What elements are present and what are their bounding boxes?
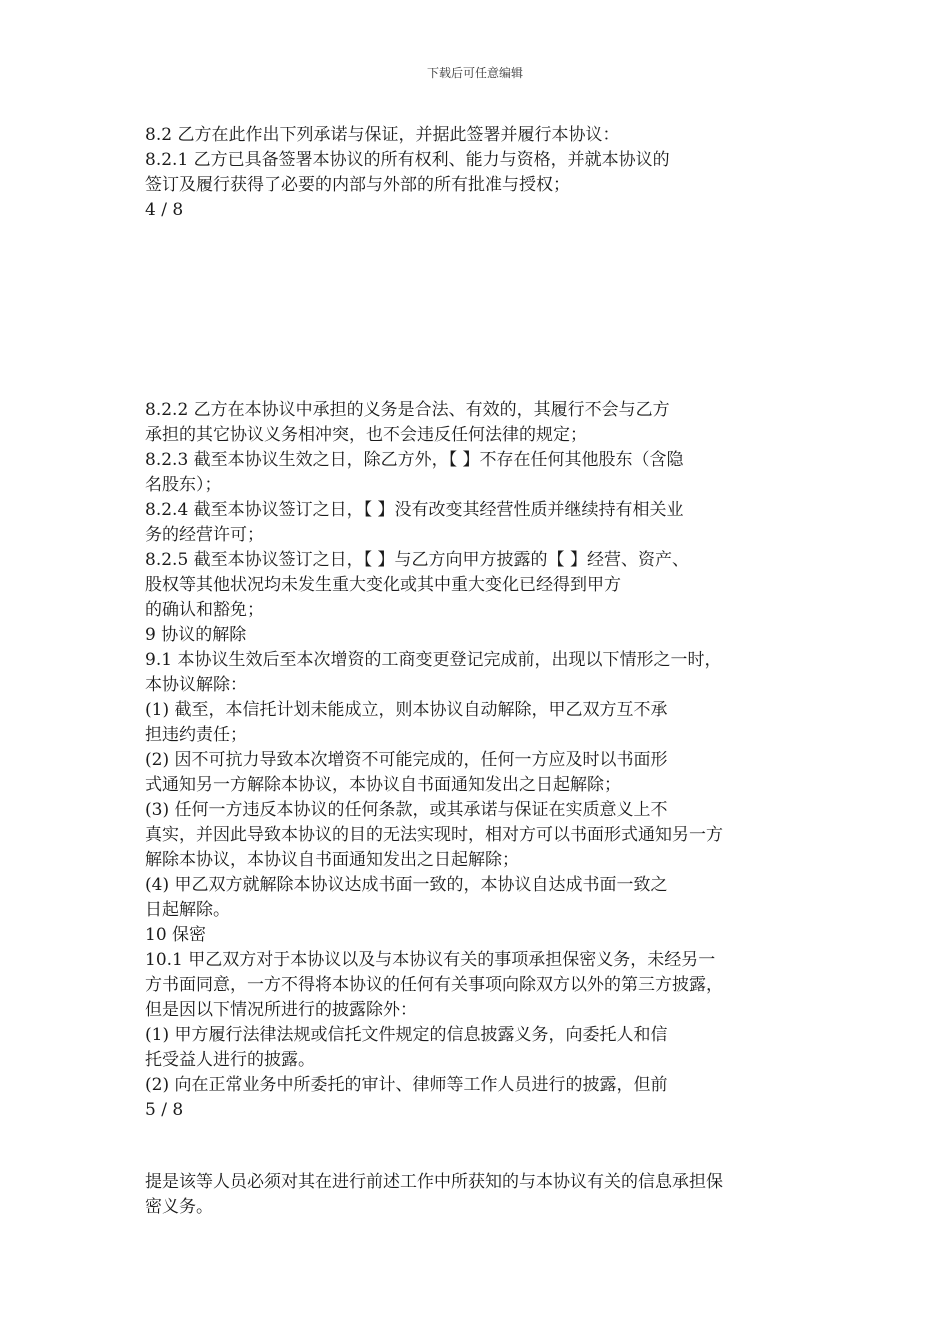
text-line: 8.2.4 截至本协议签订之日，【 】没有改变其经营性质并继续持有相关业 <box>145 500 684 520</box>
text-line: 8.2.1 乙方已具备签署本协议的所有权利、能力与资格，并就本协议的 <box>145 150 670 170</box>
text-line: 股权等其他状况均未发生重大变化或其中重大变化已经得到甲方 <box>145 575 621 595</box>
text-line: (2) 向在正常业务中所委托的审计、律师等工作人员进行的披露，但前 <box>145 1075 668 1095</box>
text-line: 9.1 本协议生效后至本次增资的工商变更登记完成前，出现以下情形之一时， <box>145 650 722 670</box>
text-line: 托受益人进行的披露。 <box>145 1050 315 1070</box>
page-number: 4 / 8 <box>145 200 184 220</box>
text-line: 承担的其它协议义务相冲突，也不会违反任何法律的规定； <box>145 425 587 445</box>
page-header: 下载后可任意编辑 <box>426 66 523 80</box>
text-line: 10 保密 <box>145 925 207 945</box>
text-line: 日起解除。 <box>145 900 230 920</box>
text-line: (3) 任何一方违反本协议的任何条款，或其承诺与保证在实质意义上不 <box>145 800 668 820</box>
text-line: 方书面同意，一方不得将本协议的任何有关事项向除双方以外的第三方披露， <box>145 975 723 995</box>
text-line: 真实，并因此导致本协议的目的无法实现时，相对方可以书面形式通知另一方 <box>145 825 723 845</box>
text-line: (1) 截至，本信托计划未能成立，则本协议自动解除，甲乙双方互不承 <box>145 700 668 720</box>
text-line: 本协议解除： <box>145 675 247 695</box>
text-line: (1) 甲方履行法律法规或信托文件规定的信息披露义务，向委托人和信 <box>145 1025 668 1045</box>
text-line: (4) 甲乙双方就解除本协议达成书面一致的，本协议自达成书面一致之 <box>145 875 668 895</box>
text-line: 担违约责任； <box>145 725 247 745</box>
text-line: 8.2.2 乙方在本协议中承担的义务是合法、有效的，其履行不会与乙方 <box>145 400 670 420</box>
text-line: 8.2.3 截至本协议生效之日，除乙方外，【 】不存在任何其他股东（含隐 <box>145 450 684 470</box>
text-line: 签订及履行获得了必要的内部与外部的所有批准与授权； <box>145 175 570 195</box>
text-line: (2) 因不可抗力导致本次增资不可能完成的，任何一方应及时以书面形 <box>145 750 668 770</box>
text-line: 8.2.5 截至本协议签订之日，【 】与乙方向甲方披露的【 】经营、资产、 <box>145 550 689 570</box>
text-block-continuation <box>145 1170 845 1220</box>
text-line: 解除本协议，本协议自书面通知发出之日起解除； <box>145 850 519 870</box>
text-line: 9 协议的解除 <box>145 625 247 645</box>
text-line: 的确认和豁免； <box>145 600 264 620</box>
text-line: 但是因以下情况所进行的披露除外： <box>145 1000 417 1020</box>
text-block-clause-8-2-2-to-10 <box>145 398 845 1123</box>
text-line: 名股东）； <box>145 475 222 495</box>
text-line: 务的经营许可； <box>145 525 264 545</box>
text-line: 提是该等人员必须对其在进行前述工作中所获知的与本协议有关的信息承担保 <box>145 1172 723 1192</box>
text-line: 式通知另一方解除本协议，本协议自书面通知发出之日起解除； <box>145 775 621 795</box>
page-number: 5 / 8 <box>145 1100 184 1120</box>
text-line: 8.2 乙方在此作出下列承诺与保证，并据此签署并履行本协议： <box>145 125 620 145</box>
text-block-clause-8-2 <box>145 123 845 223</box>
text-line: 10.1 甲乙双方对于本协议以及与本协议有关的事项承担保密义务，未经另一 <box>145 950 716 970</box>
text-line: 密义务。 <box>145 1197 213 1217</box>
